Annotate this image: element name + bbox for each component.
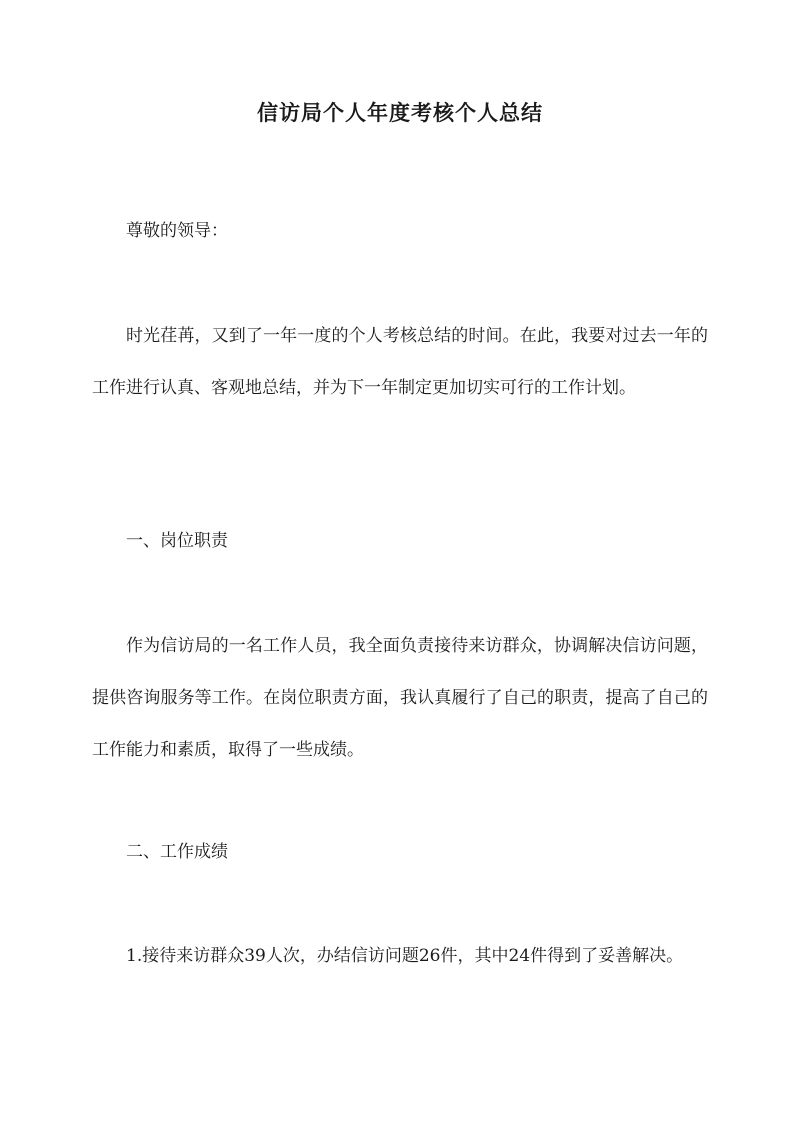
greeting-line: 尊敬的领导： (126, 221, 228, 241)
document-title: 信访局个人年度考核个人总结 (257, 100, 543, 125)
duties-paragraph: 作为信访局的一名工作人员，我全面负责接待来访群众，协调解决信访问题，提供咨询服务等工作。在岗位职责方面，我认真履行了自己的职责，提高了自己的工作能力和素质，取得了一些成绩。 (92, 636, 708, 760)
section-heading-duties: 一、岗位职责 (126, 531, 228, 551)
section-heading-achievements: 二、工作成绩 (126, 842, 228, 862)
achievement-item-1: 1.接待来访群众39人次，办结信访问题26件，其中24件得到了妥善解决。 (126, 946, 684, 966)
intro-paragraph: 时光荏苒，又到了一年一度的个人考核总结的时间。在此，我要对过去一年的工作进行认真、客观地总结，并为下一年制定更加切实可行的工作计划。 (92, 326, 708, 398)
